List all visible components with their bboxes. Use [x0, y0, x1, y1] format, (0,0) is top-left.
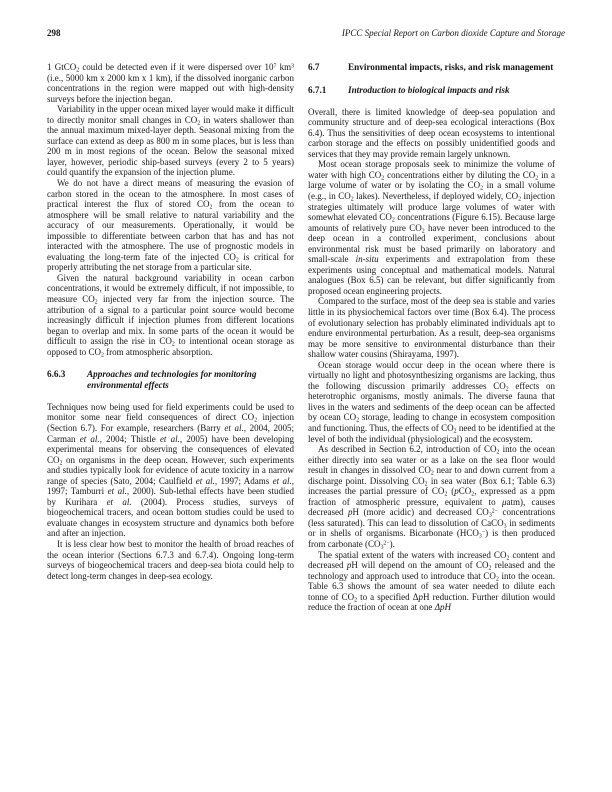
section-heading — [308, 62, 555, 73]
left-column — [47, 62, 294, 613]
paragraph: Most ocean storage proposals seek to minimize the volume of water with high $CO_2$ concentrations either by diluting the $CO_2$ in a large volume of water or by isolating the $CO_2$ in a small volume (e.g., in $CO_2$ lakes). Nevertheless, if deployed widely, $CO_2$ injection strategies ultimately will produce large volumes of water with somewhat elevated $CO_2$ concentrations (Figure 6.15). Because large amounts of relatively pure $CO_2$ have never been introduced to the deep ocean in a controlled experiment, conclusions about environmental risk must be based primarily on laboratory and small-scale in-situ experiments and extrapolation from these experiments using conceptual and mathematical models. Natural analogues (Box 6.5) can be relevant, but differ significantly from proposed ocean engineering projects. — [308, 159, 556, 296]
paragraph: It is less clear how best to monitor the health of broad reaches of the ocean interior (Sections 6.7.3 and 6.7.4). Ongoing long-term surveys of biogeochemical tracers and deep-sea biota could help to detect long-term changes in deep-sea ecology. — [47, 539, 294, 581]
paragraph: The spatial extent of the waters with increased $CO_2$ content and decreased pH will depend on the amount of $CO_2$ released and the technology and approach used to introduce that $CO_2$ into the ocean. Table 6.3 shows the amount of sea water needed to dilute each tonne of $CO_2$ to a specified ΔpH reduction. Further dilution would reduce the fraction of ocean at one ΔpH — [308, 549, 556, 613]
paragraph: Compared to the surface, most of the deep sea is stable and varies little in its physiochemical factors over time (Box 6.4). The process of evolutionary selection has probably eliminated individuals apt to endure environmental perturbation. As a result, deep-sea organisms may be more sensitive to environmental disturbance than their shallow water cousins (Shirayama, 1997). — [308, 296, 555, 360]
paragraph: 1 GtCO$_2$ could be detected even if it were dispersed over $10^7$ $km^3$ (i.e., 5000 km x 2000 km x 1 km), if the dissolved inorganic carbon concentrations in the region were mapped out with high-density surveys before the injection began. — [47, 62, 294, 104]
running-title: IPCC Special Report on Carbon dioxide Capture and Storage — [341, 28, 565, 38]
paragraph: Overall, there is limited knowledge of deep-sea population and community structure and of deep-sea ecological interactions (Box 6.4). Thus the sensitivities of deep ocean ecosystems to intentional carbon storage and the effects on possibly unidentified goods and services that they may provide remain largely unknown. — [308, 106, 555, 159]
page-header — [47, 28, 565, 38]
page-number: 298 — [47, 28, 61, 38]
paragraph: As described in Section 6.2, introduction of $CO_2$ into the ocean either directly into sea water or as a lake on the sea floor would result in changes in dissolved $CO_2$ near to and down current from a discharge point. Dissolving $CO_2$ in sea water (Box 6.1; Table 6.3) increases the partial pressure of $CO_2$ (pCO$_2$, expressed as a ppm fraction of atmospheric pressure, equivalent to μatm), causes decreased pH (more acidic) and decreased $CO_3^{2-}$ concentrations (less saturated). This can lead to dissolution of CaCO$_3$ in sediments or in shells of organisms. Bicarbonate $(HCO_3^-)$ is then produced from carbonate $(CO_3^{2-})$. — [308, 444, 556, 551]
section-title: Environmental impacts, risks, and risk management — [348, 62, 554, 72]
section-title: Approaches and technologies for monitoring environmental effects — [87, 369, 257, 391]
paragraph: Ocean storage would occur deep in the ocean where there is virtually no light and photosynthesizing organisms are lacking, thus the following discussion primarily addresses $CO_2$ effects on heterotrophic organisms, mostly animals. The diverse fauna that lives in the waters and sediments of the deep ocean can be affected by ocean $CO_2$ storage, leading to change in ecosystem composition and functioning. Thus, the effects of $CO_2$ need to be identified at the level of both the individual (physiological) and the ecosystem. — [308, 359, 556, 444]
right-column — [308, 62, 555, 613]
section-number: 6.6.3 — [47, 369, 66, 380]
paragraph: Given the natural background variability in ocean carbon concentrations, it would be extremely difficult, if not impossible, to measure $CO_2$ injected very far from the injection source. The attribution of a signal to a particular point source would become increasingly difficult if injection plumes from different locations began to overlap and mix. In some parts of the ocean it would be difficult to assign the rise in $CO_2$ to intentional ocean storage as opposed to $CO_2$ from atmospheric absorption. — [47, 272, 294, 359]
section-number: 6.7 — [308, 62, 320, 72]
paragraph: We do not have a direct means of measuring the evasion of carbon stored in the ocean to the atmosphere. In most cases of practical interest the flux of stored $CO_2$ from the ocean to atmosphere will be small relative to natural variability and the accuracy of our measurements. Operationally, it would be impossible to differentiate between carbon that has and has not interacted with the atmosphere. The use of prognostic models in evaluating the long-term fate of the injected $CO_2$ is critical for properly attributing the net storage from a particular site. — [47, 178, 295, 273]
section-title: Introduction to biological impacts and risk — [348, 84, 510, 95]
paragraph: Variability in the upper ocean mixed layer would make it difficult to directly monitor small changes in $CO_2$ in waters shallower than the annual maximum mixed-layer depth. Seasonal mixing from the surface can extend as deep as 800 m in some places, but is less than 200 m in most regions of the ocean. Below the seasonal mixed layer, however, periodic ship-based surveys (every 2 to 5 years) could quantify the expansion of the injection plume. — [47, 104, 294, 178]
two-column-body — [47, 62, 565, 613]
section-number: 6.7.1 — [308, 84, 327, 95]
subsection-heading — [47, 369, 294, 391]
paragraph: Techniques now being used for field experiments could be used to monitor some near field consequences of direct $CO_2$ injection (Section 6.7). For example, researchers (Barry et al., 2004, 2005; Carman et al., 2004; Thistle et al., 2005) have been developing experimental means for observing the consequences of elevated $CO_2$ on organisms in the deep ocean. However, such experiments and studies typically look for evidence of acute toxicity in a narrow range of species (Sato, 2004; Caulfield et al., 1997; Adams et al., 1997; Tamburri et al., 2000). Sub-lethal effects have been studied by Kurihara et al. (2004). Process studies, surveys of biogeochemical tracers, and ocean bottom studies could be used to evaluate changes in ecosystem structure and dynamics both before and after an injection. — [47, 401, 294, 539]
subsection-heading — [308, 85, 555, 96]
